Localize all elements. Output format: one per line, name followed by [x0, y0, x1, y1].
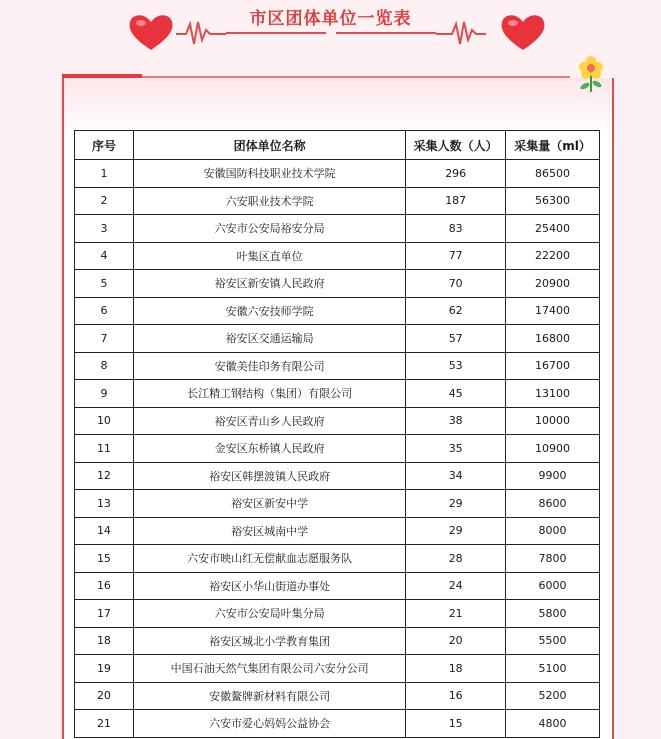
table-row — [75, 600, 600, 628]
cell-unit-name: 六安市映山红无偿献血志愿服务队 — [133, 545, 405, 573]
cell-index: 7 — [75, 325, 134, 353]
cell-unit-name: 裕安区韩摆渡镇人民政府 — [133, 462, 405, 490]
cell-donor-count: 296 — [406, 160, 506, 188]
cell-unit-name: 六安职业技术学院 — [133, 187, 405, 215]
header-index: 序号 — [75, 131, 134, 160]
cell-donor-count: 28 — [406, 545, 506, 573]
cell-unit-name: 金安区东桥镇人民政府 — [133, 435, 405, 463]
table-row — [75, 242, 600, 270]
cell-volume: 22200 — [506, 242, 600, 270]
cell-donor-count: 29 — [406, 517, 506, 545]
cell-index: 9 — [75, 380, 134, 408]
cell-volume: 56300 — [506, 187, 600, 215]
cell-volume: 20900 — [506, 270, 600, 298]
header-banner — [0, 0, 661, 70]
cell-volume: 16800 — [506, 325, 600, 353]
cell-index: 20 — [75, 682, 134, 710]
table-row — [75, 325, 600, 353]
cell-donor-count: 77 — [406, 242, 506, 270]
cell-donor-count: 29 — [406, 490, 506, 518]
cell-index: 13 — [75, 490, 134, 518]
cell-volume: 86500 — [506, 160, 600, 188]
cell-donor-count: 187 — [406, 187, 506, 215]
cell-donor-count: 16 — [406, 682, 506, 710]
cell-index: 10 — [75, 407, 134, 435]
table-row — [75, 380, 600, 408]
cell-volume: 10900 — [506, 435, 600, 463]
cell-unit-name: 叶集区直单位 — [133, 242, 405, 270]
cell-index: 1 — [75, 160, 134, 188]
flower-icon — [574, 54, 608, 94]
cell-volume: 7800 — [506, 545, 600, 573]
cell-unit-name: 裕安区交通运输局 — [133, 325, 405, 353]
cell-index: 11 — [75, 435, 134, 463]
table-row — [75, 572, 600, 600]
heartbeat-line-icon — [176, 18, 226, 50]
cell-unit-name: 安徽鳌牌新材料有限公司 — [133, 682, 405, 710]
cell-index: 19 — [75, 655, 134, 683]
cell-donor-count: 62 — [406, 297, 506, 325]
cell-index: 6 — [75, 297, 134, 325]
cell-unit-name: 裕安区新安中学 — [133, 490, 405, 518]
cell-unit-name: 安徽国防科技职业技术学院 — [133, 160, 405, 188]
cell-unit-name: 裕安区城北小学教育集团 — [133, 627, 405, 655]
group-units-table — [74, 130, 600, 738]
header-volume: 采集量（ml） — [506, 131, 600, 160]
cell-donor-count: 21 — [406, 600, 506, 628]
cell-volume: 5100 — [506, 655, 600, 683]
cell-index: 21 — [75, 710, 134, 738]
cell-unit-name: 中国石油天然气集团有限公司六安分公司 — [133, 655, 405, 683]
cell-index: 14 — [75, 517, 134, 545]
cell-unit-name: 安徽美佳印务有限公司 — [133, 352, 405, 380]
cell-volume: 5500 — [506, 627, 600, 655]
cell-donor-count: 70 — [406, 270, 506, 298]
header-donor-count: 采集人数（人） — [406, 131, 506, 160]
cell-volume: 13100 — [506, 380, 600, 408]
cell-donor-count: 35 — [406, 435, 506, 463]
cell-index: 16 — [75, 572, 134, 600]
heart-icon — [500, 12, 546, 52]
heartbeat-line-icon — [436, 18, 486, 50]
cell-donor-count: 18 — [406, 655, 506, 683]
card-accent-bar — [62, 74, 142, 78]
cell-donor-count: 83 — [406, 215, 506, 243]
cell-index: 5 — [75, 270, 134, 298]
table-row — [75, 215, 600, 243]
cell-unit-name: 裕安区城南中学 — [133, 517, 405, 545]
table-row — [75, 187, 600, 215]
cell-donor-count: 45 — [406, 380, 506, 408]
cell-index: 8 — [75, 352, 134, 380]
cell-volume: 5800 — [506, 600, 600, 628]
cell-unit-name: 裕安区青山乡人民政府 — [133, 407, 405, 435]
card-top-border — [142, 76, 570, 78]
cell-unit-name: 六安市爱心妈妈公益协会 — [133, 710, 405, 738]
cell-donor-count: 57 — [406, 325, 506, 353]
table-row — [75, 517, 600, 545]
table-row — [75, 682, 600, 710]
cell-unit-name: 裕安区小华山街道办事处 — [133, 572, 405, 600]
cell-index: 17 — [75, 600, 134, 628]
table-row — [75, 545, 600, 573]
table-row — [75, 655, 600, 683]
cell-index: 3 — [75, 215, 134, 243]
cell-volume: 16700 — [506, 352, 600, 380]
table-row — [75, 435, 600, 463]
cell-volume: 25400 — [506, 215, 600, 243]
cell-volume: 8000 — [506, 517, 600, 545]
cell-donor-count: 15 — [406, 710, 506, 738]
cell-donor-count: 34 — [406, 462, 506, 490]
cell-volume: 4800 — [506, 710, 600, 738]
cell-index: 2 — [75, 187, 134, 215]
table-row — [75, 710, 600, 738]
cell-unit-name: 裕安区新安镇人民政府 — [133, 270, 405, 298]
cell-index: 18 — [75, 627, 134, 655]
divider-line-left — [226, 32, 326, 34]
table-row — [75, 490, 600, 518]
cell-index: 4 — [75, 242, 134, 270]
table-row — [75, 627, 600, 655]
cell-unit-name: 六安市公安局裕安分局 — [133, 215, 405, 243]
header-unit-name: 团体单位名称 — [133, 131, 405, 160]
cell-volume: 10000 — [506, 407, 600, 435]
cell-index: 12 — [75, 462, 134, 490]
table-header-row — [75, 131, 600, 160]
cell-unit-name: 安徽六安技师学院 — [133, 297, 405, 325]
cell-volume: 8600 — [506, 490, 600, 518]
cell-volume: 17400 — [506, 297, 600, 325]
cell-unit-name: 六安市公安局叶集分局 — [133, 600, 405, 628]
table-row — [75, 297, 600, 325]
table-row — [75, 462, 600, 490]
table-row — [75, 160, 600, 188]
table-row — [75, 407, 600, 435]
table-row — [75, 270, 600, 298]
heart-icon — [128, 12, 174, 52]
cell-volume: 9900 — [506, 462, 600, 490]
cell-volume: 5200 — [506, 682, 600, 710]
cell-unit-name: 长江精工钢结构（集团）有限公司 — [133, 380, 405, 408]
cell-volume: 6000 — [506, 572, 600, 600]
cell-donor-count: 38 — [406, 407, 506, 435]
cell-donor-count: 53 — [406, 352, 506, 380]
table-row — [75, 352, 600, 380]
cell-donor-count: 24 — [406, 572, 506, 600]
divider-line-right — [336, 32, 436, 34]
cell-donor-count: 20 — [406, 627, 506, 655]
cell-index: 15 — [75, 545, 134, 573]
page-title: 市区团体单位一览表 — [249, 9, 412, 29]
